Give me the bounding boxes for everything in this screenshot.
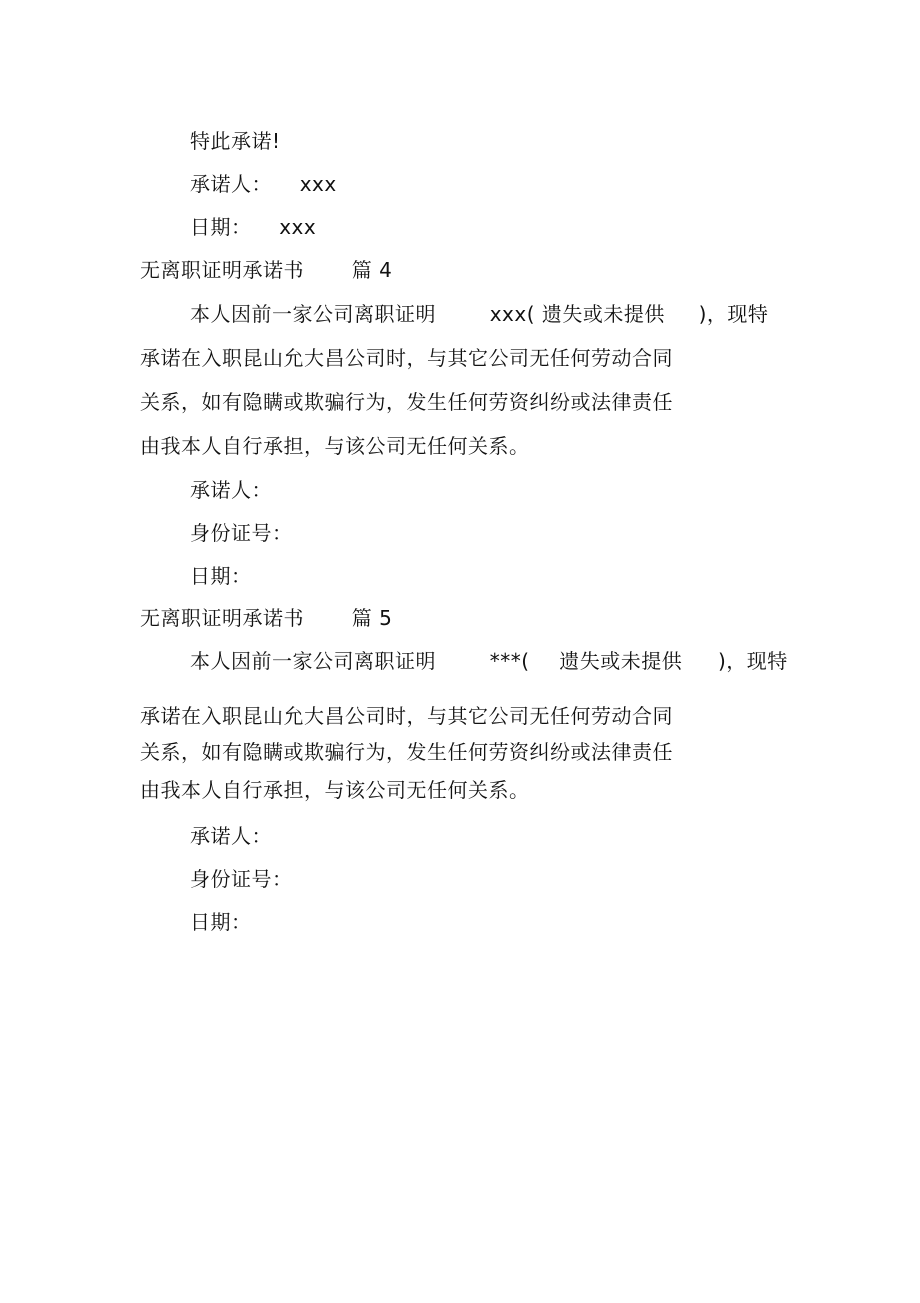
section4-paragraph-line4: 由我本人自行承担，与该公司无任何关系。 <box>140 434 530 458</box>
section4-heading <box>140 257 392 283</box>
section4-paragraph-line2: 承诺在入职昆山允大昌公司时，与其它公司无任何劳动合同 <box>140 346 673 370</box>
promisor-value: xxx <box>299 172 337 196</box>
date-line <box>190 214 316 240</box>
section5-line1-end: )，现特 <box>717 649 788 673</box>
section4-id-label: 身份证号： <box>190 521 293 545</box>
section4-paragraph-line3: 关系，如有隐瞒或欺骗行为，发生任何劳资纠纷或法律责任 <box>140 390 673 414</box>
hereby-promise-text: 特此承诺! <box>190 129 281 153</box>
section5-date-label: 日期： <box>190 910 252 934</box>
section5-paragraph-line4: 由我本人自行承担，与该公司无任何关系。 <box>140 778 530 802</box>
section5-heading <box>140 605 392 631</box>
section5-id-label: 身份证号： <box>190 867 293 891</box>
promisor-line <box>190 171 337 197</box>
promisor-label: 承诺人： <box>190 172 272 196</box>
section4-title: 无离职证明承诺书 <box>140 258 304 282</box>
section4-paragraph-line1 <box>190 301 768 327</box>
section5-line1-text: 本人因前一家公司离职证明 <box>190 649 436 673</box>
date-label: 日期： <box>190 215 252 239</box>
section4-line1-end: )，现特 <box>698 302 769 326</box>
section5-paragraph-line3: 关系，如有隐瞒或欺骗行为，发生任何劳资纠纷或法律责任 <box>140 740 673 764</box>
section4-line1-placeholder: xxx( 遗失或未提供 <box>489 302 665 326</box>
section5-line1-reason: 遗失或未提供 <box>559 649 683 673</box>
section5-title: 无离职证明承诺书 <box>140 606 304 630</box>
date-value: xxx <box>279 215 317 239</box>
section5-promisor-label: 承诺人： <box>190 824 272 848</box>
section4-date-label: 日期： <box>190 564 252 588</box>
section5-line1-placeholder: ***( <box>489 649 530 673</box>
section5-paragraph-line1 <box>190 648 788 674</box>
section5-paragraph-line2: 承诺在入职昆山允大昌公司时，与其它公司无任何劳动合同 <box>140 704 673 728</box>
section4-promisor-label: 承诺人： <box>190 478 272 502</box>
section4-line1-text: 本人因前一家公司离职证明 <box>190 302 436 326</box>
section5-part: 篇 5 <box>351 606 393 630</box>
section4-part: 篇 4 <box>351 258 393 282</box>
